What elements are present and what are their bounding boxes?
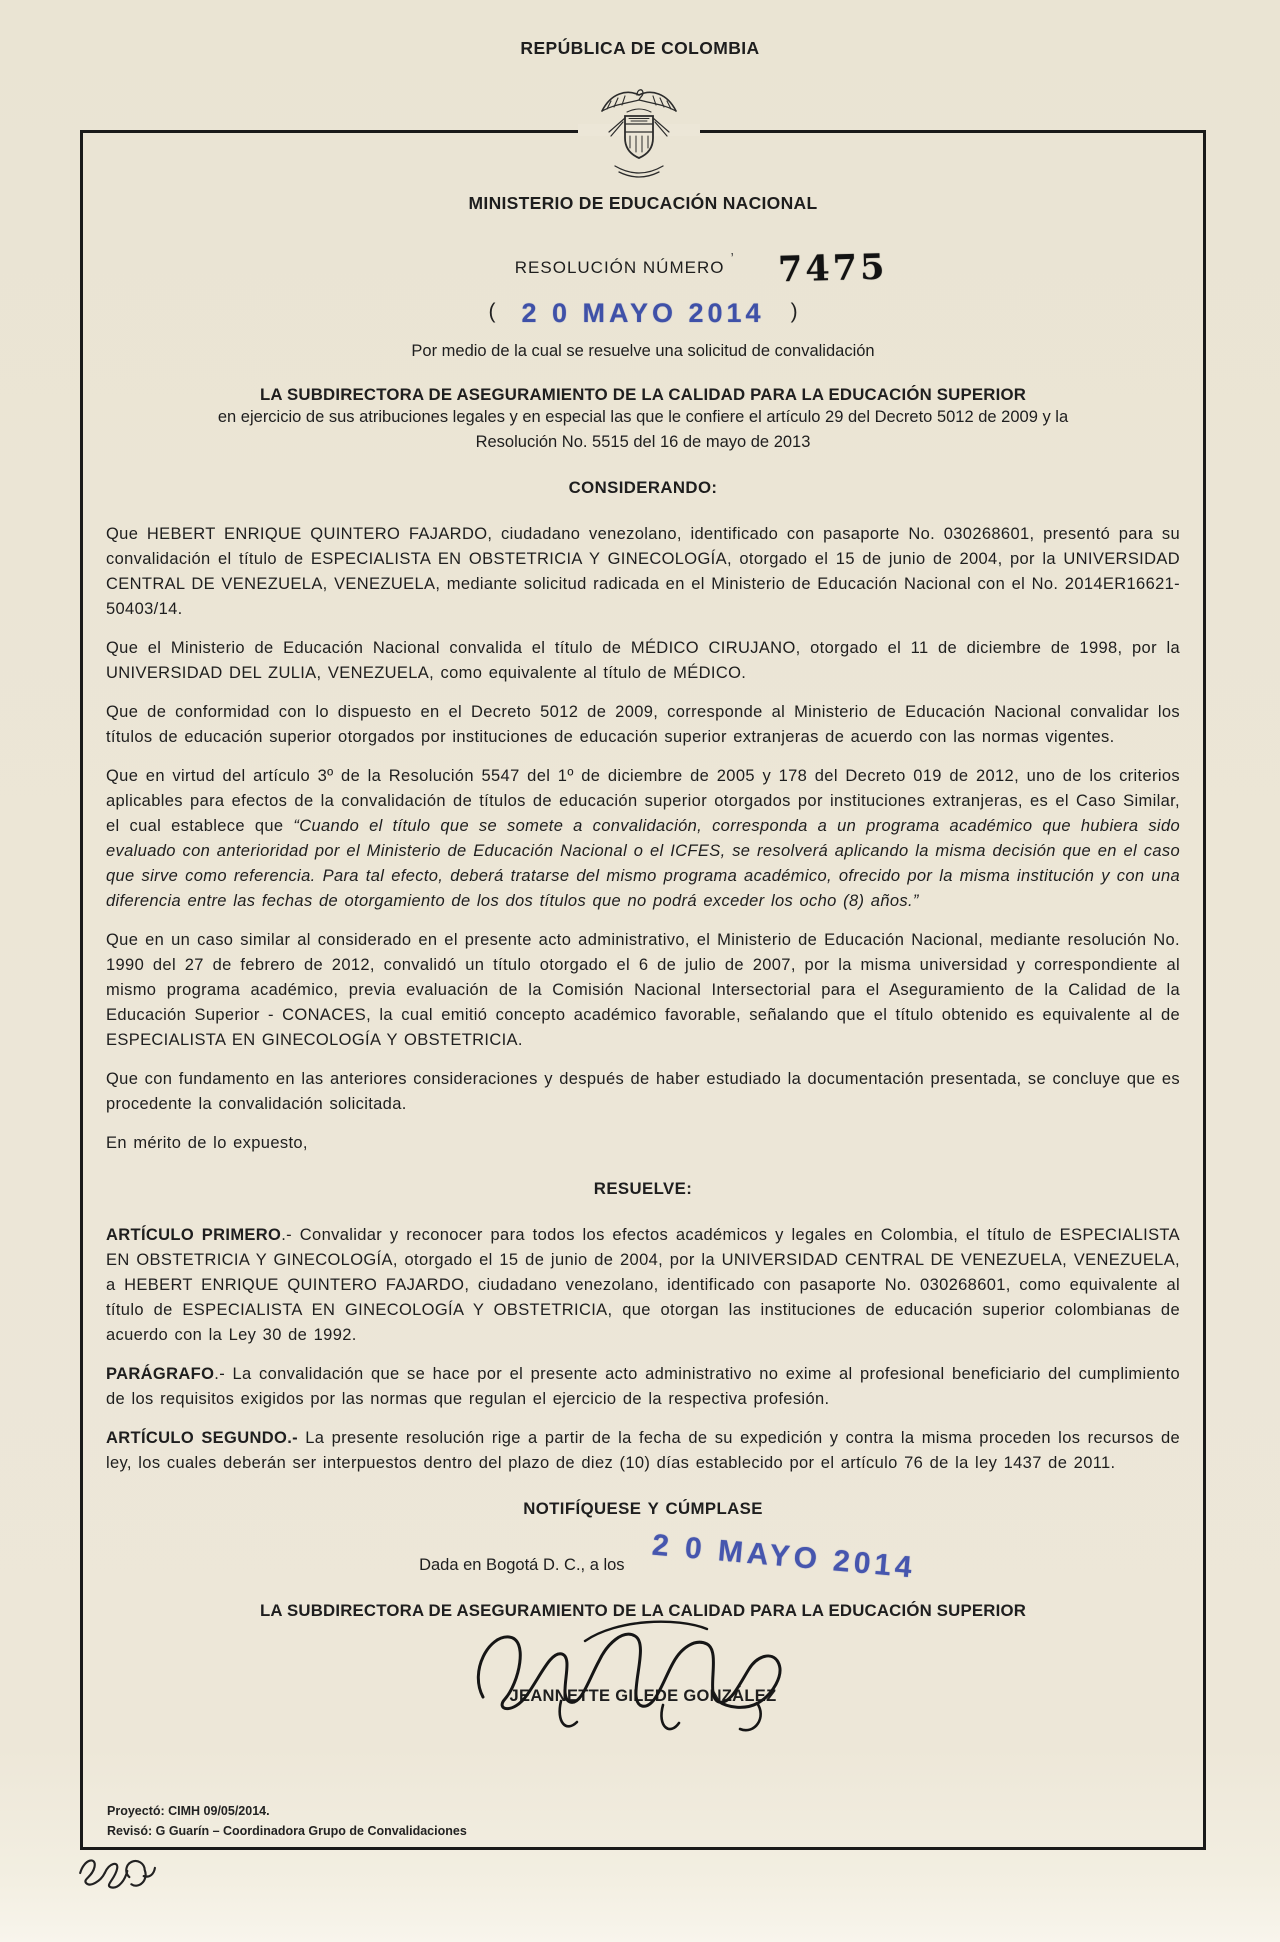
document-frame	[80, 130, 1206, 1850]
body-paragraph: Que en virtud del artículo 3º de la Resolución 5547 del 1º de diciembre de 2005 y 178 del Decreto 019 de 2012, uno de los criterios aplicables para efectos de la convalidación de títulos de educación superior otorgados por instituciones extranjeras, es el Caso Similar, el cual establece que “Cuando el título que se somete a convalidación, corresponda a un programa académico que hubiera sido evaluado con anterioridad por el Ministerio de Educación Nacional o el ICFES, se resolverá aplicando la misma decisión que en el caso que sirve como referencia. Para tal efecto, deberá tratarse del mismo programa académico, ofrecido por la misma institución y con una diferencia entre las fechas de otorgamiento de los dos títulos que no podrá exceder los ocho (8) años.”	[106, 767, 1180, 910]
considerando-heading: CONSIDERANDO:	[568, 478, 718, 497]
signature-block	[106, 1687, 1180, 1706]
resolution-subject: Por medio de la cual se resuelve una solicitud de convalidación	[411, 342, 875, 360]
resolution-number-stamp: 7475	[777, 246, 888, 291]
body-paragraph: PARÁGRAFO.- La convalidación que se hace por el presente acto administrativo no exime al profesional beneficiario del cumplimiento de los requisitos exigidos por las normas que regulan el ejercicio de la respectiva profesión.	[106, 1365, 1180, 1408]
authority-title: LA SUBDIRECTORA DE ASEGURAMIENTO DE LA CALIDAD PARA LA EDUCACIÓN SUPERIOR	[259, 385, 1027, 404]
body-paragraph: Que de conformidad con lo dispuesto en el Decreto 5012 de 2009, corresponde al Ministerio de Educación Nacional convalidar los títulos de educación superior otorgados por instituciones de educación superior extranjeras de acuerdo con las normas vigentes.	[106, 703, 1180, 746]
issue-date-stamp: 2 0 MAYO 2014	[521, 298, 765, 328]
body-paragraph: ARTÍCULO PRIMERO.- Convalidar y reconocer para todos los efectos académicos y legales en Colombia, el título de ESPECIALISTA EN OBSTETRICIA Y GINECOLOGÍA, otorgado el 15 de junio de 2004, por la UNIVERSIDAD CENTRAL DE VENEZUELA, VENEZUELA, a HEBERT ENRIQUE QUINTERO FAJARDO, ciudadano venezolano, identificado con pasaporte No. 030268601, como equivalente al título de ESPECIALISTA EN GINECOLOGÍA Y OBSTETRICIA, que otorgan las instituciones de educación superior colombianas de acuerdo con la Ley 30 de 1992.	[106, 1226, 1180, 1344]
notifiquese-heading: NOTIFÍQUESE Y CÚMPLASE	[523, 1499, 763, 1518]
resolution-body	[106, 475, 1180, 1521]
closing-authority-title: LA SUBDIRECTORA DE ASEGURAMIENTO DE LA CALIDAD PARA LA EDUCACIÓN SUPERIOR	[259, 1601, 1027, 1620]
resuelve-heading: RESUELVE:	[593, 1179, 693, 1198]
open-paren: (	[488, 300, 496, 323]
signer-name: JEANNETTE GILEDE GONZÁLEZ	[509, 1687, 777, 1705]
issued-date-stamp: 2 0 MAYO 2014	[650, 1528, 917, 1585]
close-paren: )	[790, 300, 798, 323]
body-paragraph: Que con fundamento en las anteriores consideraciones y después de haber estudiado la documentación presentada, se concluye que es procedente la convalidación solicitada.	[106, 1070, 1180, 1113]
issued-at-text: Dada en Bogotá D. C., a los	[419, 1555, 625, 1574]
stray-pen-mark: ’	[730, 250, 734, 267]
document-footer	[107, 1801, 467, 1841]
resolution-number-row	[164, 248, 1238, 292]
authority-powers-line2: Resolución No. 5515 del 16 de mayo de 2013	[475, 433, 811, 451]
body-paragraph: Que en un caso similar al considerado en el presente acto administrativo, el Ministerio de Educación Nacional, mediante resolución No. 1990 del 27 de febrero de 2012, convalidó un título otorgado el 6 de julio de 2007, por la misma universidad y correspondiente al mismo programa académico, previa evaluación de la Comisión Nacional Intersectorial para el Aseguramiento de la Calidad de la Educación Superior - CONACES, la cual emitió concepto académico favorable, señalando que el título obtenido es equivalente al de ESPECIALISTA EN GINECOLOGÍA Y OBSTETRICIA.	[106, 931, 1180, 1049]
issue-date-row	[106, 298, 1180, 336]
footer-drafted-by: Proyectó: CIMH 09/05/2014.	[107, 1804, 270, 1818]
body-paragraph: ARTÍCULO SEGUNDO.- La presente resolución rige a partir de la fecha de su expedición y contra la misma proceden los recursos de ley, los cuales deberán ser interpuestos dentro del plazo de diez (10) días establecido por el artículo 76 de la ley 1437 de 2011.	[106, 1429, 1180, 1472]
handwritten-initials-icon	[72, 1850, 158, 1896]
authority-powers-line1: en ejercicio de sus atribuciones legales y en especial las que le confiere el artículo 29 del Decreto 5012 de 2009 y la	[217, 408, 1069, 426]
resolution-label: RESOLUCIÓN NÚMERO	[514, 258, 725, 277]
handwritten-signature-icon	[465, 1609, 795, 1739]
body-paragraph: Que HEBERT ENRIQUE QUINTERO FAJARDO, ciudadano venezolano, identificado con pasaporte No. 030268601, presentó para su convalidación el título de ESPECIALISTA EN OBSTETRICIA Y GINECOLOGÍA, otorgado el 15 de junio de 2004, por la UNIVERSIDAD CENTRAL DE VENEZUELA, VENEZUELA, mediante solicitud radicada en el Ministerio de Educación Nacional con el No. 2014ER16621-50403/14.	[106, 525, 1180, 618]
colombia-coat-of-arms-icon	[597, 84, 681, 182]
issued-at-row	[130, 1528, 1204, 1587]
body-paragraph: En mérito de lo expuesto,	[106, 1134, 308, 1152]
republic-title: REPÚBLICA DE COLOMBIA	[520, 38, 760, 58]
ministry-title: MINISTERIO DE EDUCACIÓN NACIONAL	[468, 193, 818, 213]
body-paragraph: Que el Ministerio de Educación Nacional convalida el título de MÉDICO CIRUJANO, otorgado el 11 de diciembre de 1998, por la UNIVERSIDAD DEL ZULIA, VENEZUELA, como equivalente al título de MÉDICO.	[106, 639, 1180, 682]
footer-reviewed-by: Revisó: G Guarín – Coordinadora Grupo de Convalidaciones	[107, 1824, 467, 1838]
